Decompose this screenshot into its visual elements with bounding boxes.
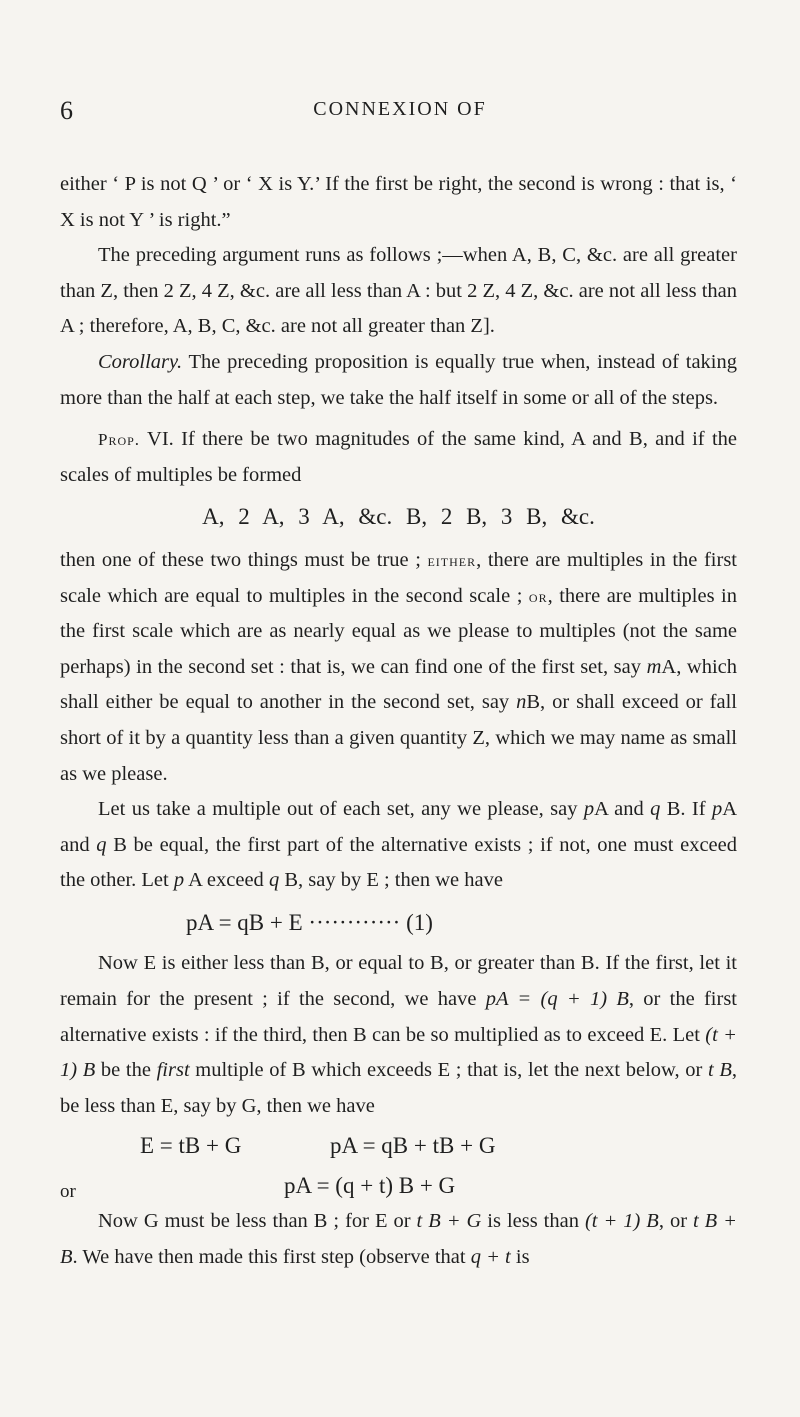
text-span: is less than [481,1210,585,1233]
var-q: q [268,869,280,892]
or-label: or [528,586,548,606]
equation-1: pA = qB + E ············ (1) [186,909,433,935]
inline-equation: t B + B [60,1210,738,1269]
text-span: A, which shall either be equal to another in the second set, say [60,655,738,714]
text-span: , be less than E, say by G, then we have [60,1059,737,1117]
paragraph-prop-vi [60,422,737,493]
text-span: . We have then made this first step (observe that [72,1246,471,1269]
paragraph-2: The preceding argument runs as follows ;—when A, B, C, &c. are all greater than Z, then 2 Z, 4 Z, &c. are all less than A : but 2 Z, 4 Z, &c. are not all less than A ; therefore, A, B, C, &c. are not all greater than Z]. [60,244,737,338]
text-span: B, or shall exceed or fall short of it by a quantity less than a given quantity Z, which we may name as small as we please. [60,691,737,785]
scales-of-multiples: A, 2 A, 3 A, &c. B, 2 B, 3 B, &c. [202,504,595,530]
text-span: B. If [660,798,712,821]
text-span: Let us take a multiple out of each set, any we please, say [98,798,584,821]
text-span: A and [594,798,651,821]
corollary-label: Corollary. [98,350,183,373]
corollary-text: The preceding proposition is equally true when, instead of taking more than the half at each step, we take the half itself in some or all of the steps. [60,350,737,409]
page-body [60,167,737,1276]
inline-equation: (t + 1) B [60,1023,737,1082]
var-q: q [96,833,107,856]
paragraph-corollary [60,345,737,416]
var-p: p [583,798,595,821]
text-span: be the [95,1059,157,1082]
paragraph-1: either ‘ P is not Q ’ or ‘ X is Y.’ If the first be right, the second is wrong : that is, ‘ X is not Y ’ is right.” [60,173,737,231]
var-p: p [173,869,185,892]
text-span: Now E is either less than B, or equal to B, or greater than B. If the first, let it remain for the present ; if the second, we have [60,952,737,1011]
equation-2-right: pA = qB + tB + G [330,1133,496,1159]
paragraph-conclusion [60,1204,737,1275]
text-span: multiple of B which exceeds E ; that is, let the next below, or [189,1059,708,1082]
prop-label: Prop. [98,430,141,450]
text-span: , or [658,1210,693,1233]
equation-row-2 [60,1124,737,1164]
prop-text: VI. If there be two magnitudes of the same kind, A and B, and if the scales of multiples be formed [60,428,737,486]
var-q: q [650,798,661,821]
paragraph-alternatives [60,543,737,792]
var-n: n [516,691,527,714]
inline-equation: t B + G [416,1210,482,1233]
page-number: 6 [60,96,73,125]
or-connector: or [60,1181,76,1203]
equation-3: pA = (q + t) B + G [284,1173,456,1199]
text-span: B, say by E ; then we have [279,869,503,892]
page-header [60,96,740,136]
inline-equation: pA = (q + 1) B [485,988,629,1011]
var-m: m [646,655,662,678]
text-span: A exceed [184,869,269,892]
text-span: Now G must be less than B ; for E or [98,1210,417,1233]
inline-equation: t B [707,1059,732,1082]
text-span: , there are multiples in the first scale which are as nearly equal as we please to multiples (not the same perhaps) in the second set : that is, we can find one of the first set, say [60,584,737,678]
text-span: is [510,1246,530,1269]
text-span: A and [60,798,737,856]
paragraph-cases [60,946,737,1124]
either-label: either [427,550,477,570]
text-span: , there are multiples in the first scale which are equal to multiples in the second scale ; [60,548,737,607]
equation-row-3 [60,1164,737,1204]
text-span: B be equal, the first part of the alternative exists ; if not, one must exceed the other. Let [60,833,737,892]
text-span: , or the first alternative exists : if the third, then B can be so multiplied as to exceed E. Let [60,988,737,1046]
emphasis-first: first [156,1059,190,1082]
inline-equation: (t + 1) B [584,1210,659,1233]
var-p: p [711,798,723,821]
running-head: CONNEXION OF [313,98,487,120]
inline-equation: q + t [470,1246,511,1269]
equation-2-left: E = tB + G [140,1133,242,1159]
text-span: then one of these two things must be true ; [60,548,428,571]
paragraph-multiples [60,792,737,899]
